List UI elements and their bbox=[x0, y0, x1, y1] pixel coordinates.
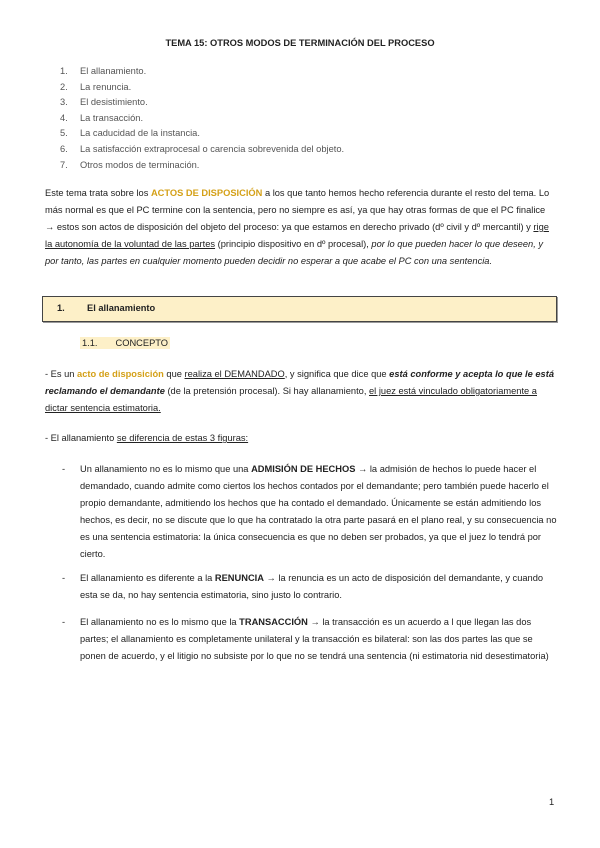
highlighted-term: acto de disposición bbox=[77, 369, 164, 379]
toc-item bbox=[60, 158, 344, 174]
text-run: (de la pretensión procesal). Si hay allanamiento, bbox=[164, 386, 370, 396]
toc-label: La satisfacción extraprocesal o carencia sobrevenida del objeto. bbox=[80, 143, 345, 154]
text-run: el juez está vinculado obligatoriamente a dictar sentencia estimatoria. bbox=[45, 386, 537, 413]
text-run: rige la autonomía de la voluntad de las partes bbox=[45, 222, 549, 249]
subsection-heading bbox=[80, 337, 170, 349]
text-run: realiza el DEMANDADO bbox=[184, 369, 285, 379]
bullet-dash: - bbox=[62, 573, 66, 583]
bullet-text bbox=[80, 461, 557, 563]
bullet-dash: - bbox=[62, 617, 66, 627]
bullet-dash: - bbox=[62, 464, 66, 474]
toc-item bbox=[60, 126, 344, 142]
text-run: está conforme y acepta lo que le está reclamando el demandante bbox=[45, 369, 554, 396]
bullet-item bbox=[62, 570, 557, 604]
toc-item bbox=[60, 95, 344, 111]
text-run: ADMISIÓN DE HECHOS bbox=[251, 464, 356, 474]
toc-label: El desistimiento. bbox=[80, 97, 148, 108]
text-run: RENUNCIA bbox=[214, 573, 264, 583]
text-run: , y significa que dice que bbox=[284, 369, 390, 379]
toc-label: La renuncia. bbox=[80, 81, 132, 92]
toc-label: La caducidad de la instancia. bbox=[80, 128, 200, 139]
toc-item bbox=[60, 111, 344, 127]
table-of-contents bbox=[60, 64, 344, 173]
text-run: TRANSACCIÓN bbox=[239, 617, 308, 627]
toc-label: El allanamiento. bbox=[80, 66, 147, 76]
toc-number: 6. bbox=[60, 143, 68, 154]
toc-number: 5. bbox=[60, 128, 68, 139]
text-run: - Es un bbox=[45, 369, 78, 379]
text-run: Este tema trata sobre los bbox=[45, 188, 151, 198]
bullet-text bbox=[80, 570, 557, 604]
text-run: que bbox=[163, 369, 185, 379]
bullet-item bbox=[62, 461, 557, 563]
intro-paragraph bbox=[45, 185, 557, 270]
toc-number: 1. bbox=[60, 66, 68, 76]
toc-item bbox=[60, 80, 344, 96]
toc-label: Otros modos de terminación. bbox=[80, 159, 200, 170]
page-number: 1 bbox=[549, 797, 555, 807]
text-run: Un allanamiento no es lo mismo que una bbox=[80, 464, 252, 474]
concept-paragraph bbox=[45, 366, 557, 417]
text-run: → la admisión de hechos lo puede hacer el demandado, cuando admite como ciertos los hechos contados por el demandante; pero también puede hacerlo el propio demandante, admitiendo los hechos que ha contado el demandado. Únicamente se están admitiendo los hechos, es decir, no se discute que lo que ha contratado la otra parte pasará en el plano real, y su consecuencia no es una sentencia estimatoria: la única consecuencia es que no deben ser probados, ya que el juez lo tendrá por cierto. bbox=[80, 464, 557, 559]
text-run: → la renuncia es un acto de disposición del demandante, y cuando esta se da, no hay sentencia estimatoria, sino justo lo contrario. bbox=[80, 573, 544, 600]
text-run: El allanamiento es diferente a la bbox=[80, 573, 215, 583]
page-title: TEMA 15: OTROS MODOS DE TERMINACIÓN DEL PROCESO bbox=[165, 38, 435, 48]
section-heading bbox=[42, 296, 557, 322]
text-run: El allanamiento no es lo mismo que la bbox=[80, 617, 240, 627]
bullet-item bbox=[62, 614, 557, 665]
section-title: El allanamiento bbox=[87, 303, 156, 313]
text-run: (principio dispositivo en dº procesal), bbox=[215, 239, 372, 249]
toc-label: La transacción. bbox=[80, 112, 144, 123]
bullet-text bbox=[80, 614, 557, 665]
toc-number: 2. bbox=[60, 81, 68, 92]
text-run: → la transacción es un acuerdo a l que llegan las dos partes; el allanamiento es completamente unilateral y la transacción es bilateral: son las dos partes las que se ponen de acuerdo, y el litigio no subsiste por lo que no se tendrá una sentencia (ni estimatoria nid desestimatoria) bbox=[80, 617, 549, 661]
toc-number: 3. bbox=[60, 97, 68, 108]
differs-paragraph bbox=[45, 430, 557, 447]
toc-number: 7. bbox=[60, 159, 68, 170]
section-number: 1. bbox=[57, 303, 65, 313]
toc-number: 4. bbox=[60, 112, 68, 123]
text-run: por lo que pueden hacer lo que deseen, y por tanto, las partes en cualquier momento pueden decidir no esperar a que acabe el PC con una sentencia. bbox=[45, 239, 544, 266]
toc-item bbox=[60, 142, 344, 158]
highlighted-term: ACTOS DE DISPOSICIÓN bbox=[150, 188, 263, 198]
subsection-number: 1.1. bbox=[82, 338, 98, 348]
text-run: se diferencia de estas 3 figuras: bbox=[116, 433, 249, 443]
text-run: - El allanamiento bbox=[45, 433, 117, 443]
subsection-title: CONCEPTO bbox=[115, 338, 169, 348]
text-run: a los que tanto hemos hecho referencia durante el resto del tema. Lo más normal es que el PC termine con la sentencia, pero no siempre es así, ya que hay otras formas de que el PC finalice → estos son actos de disposición del objeto del proceso: ya que estamos en derecho privado (dº civil y dº mercantil) y bbox=[45, 188, 550, 232]
toc-item bbox=[60, 64, 344, 80]
